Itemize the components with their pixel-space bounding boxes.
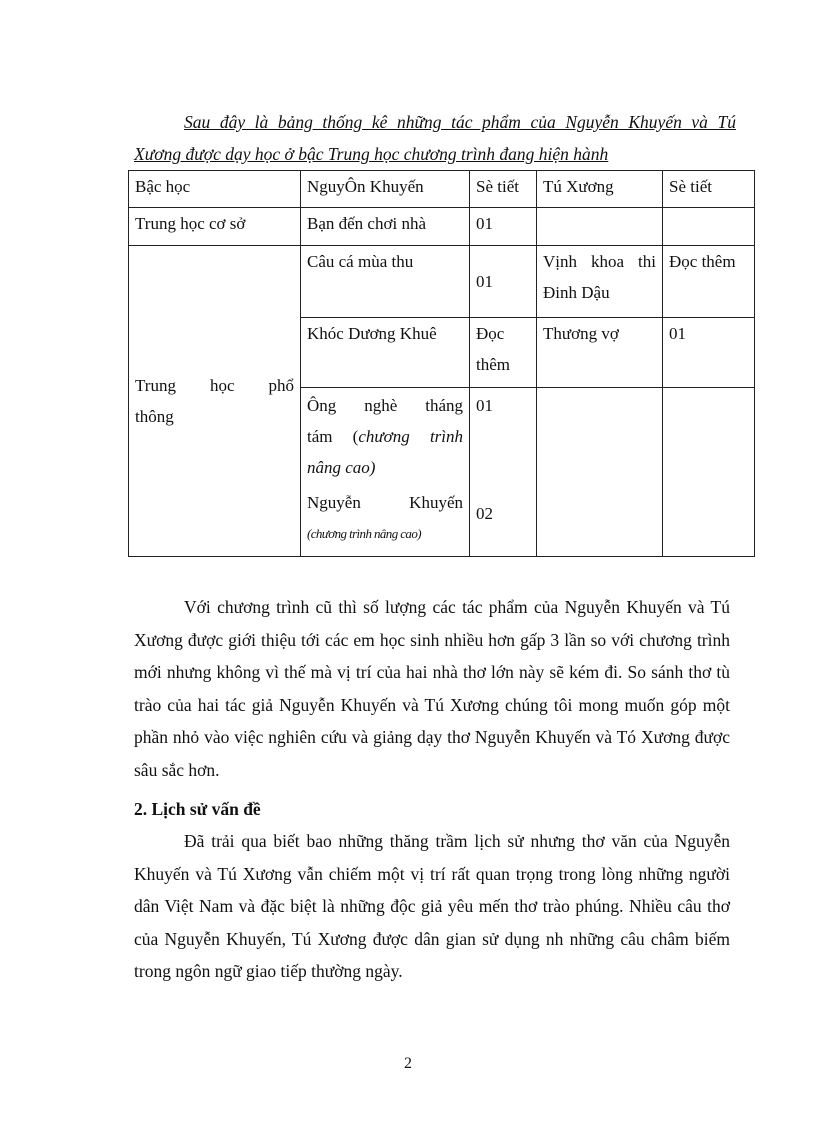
- senior-tx-work-3: [537, 388, 663, 557]
- page-number: 2: [404, 1055, 412, 1072]
- nk-work-3a-line3: nâng cao): [307, 458, 376, 477]
- nk-work-3a-line2: [307, 421, 463, 452]
- paragraph-2: Đã trải qua biết bao những thăng trầm lịch sử nhưng thơ văn của Nguyễn Khuyến và Tú Xương vẫn chiếm một vị trí rất quan trọng trong lòng những người dân Việt Nam và đặc biệt là những độc giả yêu mến thơ trào phúng. Nhiều câu thơ của Nguyễn Khuyến, Tú Xương được dân gian sử dụng nh những câu châm biếm trong ngôn ngữ giao tiếp thường ngày.: [134, 831, 730, 982]
- nk-work-3a-line2-plain: tám (: [307, 427, 359, 446]
- table-header-row: [129, 171, 755, 208]
- nk-work-3a-line2-italic: chương trình: [358, 427, 464, 446]
- works-table: [128, 170, 755, 557]
- senior-nk-work-3: [301, 388, 470, 557]
- caption-line-1: Sau đây là bảng thống kê những tác phẩm của Nguyễn Khuyến và Tú: [184, 112, 736, 132]
- nk-work-3a-line1: Ông nghè tháng: [307, 396, 463, 415]
- senior-tx-work-1-line1: Vịnh khoa thi: [543, 252, 656, 271]
- level-senior-line1: Trung học phổ: [135, 376, 294, 395]
- senior-tx-periods-2: 01: [663, 318, 755, 388]
- senior-nk-work-1: Câu cá mùa thu: [301, 246, 470, 318]
- senior-tx-periods-1: Đọc thêm: [663, 246, 755, 318]
- junior-tx-periods: [663, 208, 755, 246]
- level-senior-line2: thông: [135, 407, 174, 426]
- section-heading: 2. Lịch sử vấn đề: [134, 799, 261, 819]
- senior-tx-periods-3: [663, 388, 755, 557]
- senior-tx-work-1-line2: Đinh Dậu: [543, 283, 610, 302]
- senior-nk-periods-2: [470, 318, 537, 388]
- level-senior: [129, 246, 301, 557]
- senior-nk-periods-1: 01: [470, 246, 537, 318]
- header-tx: Tú Xương: [537, 171, 663, 208]
- header-level: Bậc học: [129, 171, 301, 208]
- header-nk-periods: Sè tiết: [470, 171, 537, 208]
- nk-periods-3a: 01: [476, 396, 493, 415]
- senior-tx-work-2: Thương vợ: [537, 318, 663, 388]
- paragraph-1: Với chương trình cũ thì số lượng các tác phẩm của Nguyễn Khuyến và Tú Xương được giới thiệu tới các em học sinh nhiều hơn gấp 3 lần so với chương trình mới nhưng không vì thế mà vị trí của hai nhà thơ lớn này sẽ kém đi. So sánh thơ tù trào của hai tác giả Nguyễn Khuyến và Tú Xương chúng tôi mong muốn góp một phần nhỏ vào việc nghiên cứu và giảng dạy thơ Nguyễn Khuyến và Tó Xương được sâu sắc hơn.: [134, 597, 730, 780]
- senior-nk-periods-2-line1: Đọc: [476, 324, 505, 343]
- senior-nk-periods-3: [470, 388, 537, 557]
- junior-tx-work: [537, 208, 663, 246]
- junior-nk-work: Bạn đến chơi nhà: [301, 208, 470, 246]
- table-row-junior: [129, 208, 755, 246]
- nk-work-3b-line1: Nguyễn Khuyến: [307, 493, 463, 512]
- junior-nk-periods: 01: [470, 208, 537, 246]
- header-tx-periods: Sè tiết: [663, 171, 755, 208]
- nk-work-3b-line2: (chương trình nâng cao): [307, 526, 421, 541]
- nk-periods-3b: 02: [476, 504, 493, 523]
- senior-nk-work-2: Khóc Dương Khuê: [301, 318, 470, 388]
- table-caption: [134, 106, 736, 170]
- caption-line-2: Xương được dạy học ở bậc Trung học chương trình đang hiện hành: [134, 144, 609, 164]
- table-row-senior-1: [129, 246, 755, 318]
- senior-nk-periods-2-line2: thêm: [476, 355, 510, 374]
- senior-tx-work-1: [537, 246, 663, 318]
- header-nk: NguyÔn Khuyến: [301, 171, 470, 208]
- level-junior: Trung học cơ sở: [129, 208, 301, 246]
